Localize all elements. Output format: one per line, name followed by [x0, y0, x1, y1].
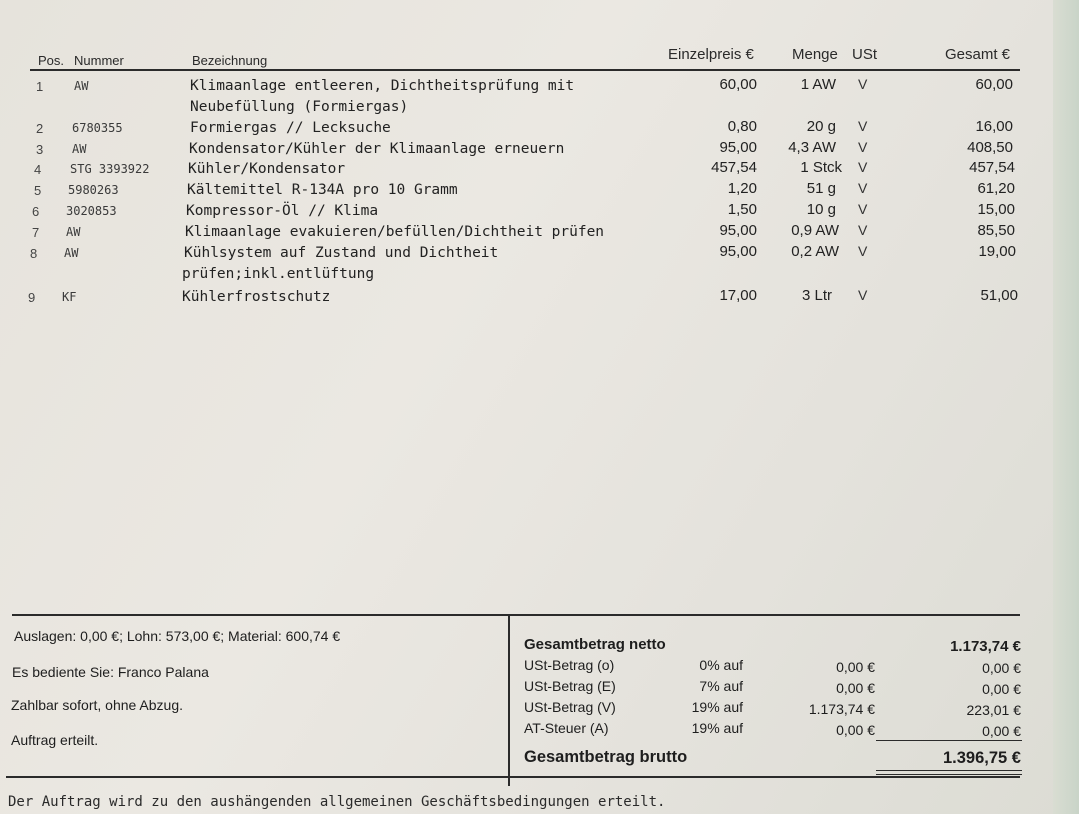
- row-quantity: 51 g: [806, 180, 836, 197]
- table-row: [0, 76, 1079, 115]
- row-total: 60,00: [975, 76, 1013, 93]
- tax-rate: 7% auf: [699, 678, 743, 694]
- tax-amount: 223,01 €: [966, 702, 1021, 718]
- row-vat: V: [858, 180, 868, 196]
- net-total-value: 1.173,74 €: [950, 638, 1021, 655]
- row-unit-price: 95,00: [719, 222, 757, 239]
- row-vat: V: [858, 243, 868, 259]
- gross-double-underline-bottom: [876, 774, 1022, 775]
- header-quantity: Menge: [792, 46, 838, 63]
- row-unit-price: 0,80: [727, 118, 757, 135]
- row-total: 408,50: [967, 139, 1013, 156]
- header-total: Gesamt €: [945, 46, 1011, 63]
- gross-total-label: Gesamtbetrag brutto: [524, 748, 688, 766]
- row-quantity: 1 Stck: [800, 159, 842, 176]
- row-total: 51,00: [980, 287, 1018, 304]
- row-vat: V: [858, 139, 868, 155]
- tax-base: 1.173,74 €: [808, 701, 875, 717]
- table-row: [0, 201, 1079, 222]
- row-pos: 7: [32, 225, 40, 240]
- row-number: 5980263: [68, 183, 119, 197]
- row-quantity: 10 g: [806, 201, 836, 218]
- row-number: AW: [72, 142, 87, 156]
- table-row: [0, 118, 1079, 139]
- row-total: 457,54: [969, 159, 1015, 176]
- header-number: Nummer: [74, 53, 124, 68]
- row-number: 3020853: [66, 204, 117, 218]
- row-total: 19,00: [978, 243, 1016, 260]
- tax-rate: 0% auf: [699, 657, 743, 673]
- row-total: 85,50: [977, 222, 1015, 239]
- row-pos: 4: [34, 162, 42, 177]
- row-description-cont: prüfen;inkl.entlüftung: [182, 266, 375, 282]
- tax-base: 0,00 €: [836, 722, 875, 738]
- row-vat: V: [858, 287, 868, 303]
- row-quantity: 4,3 AW: [788, 139, 836, 156]
- row-number: AW: [74, 79, 89, 93]
- tax-base: 0,00 €: [836, 680, 875, 696]
- row-total: 15,00: [977, 201, 1015, 218]
- row-number: KF: [62, 290, 77, 304]
- table-row: [0, 139, 1079, 160]
- row-number: AW: [64, 246, 79, 260]
- row-description: Kondensator/Kühler der Klimaanlage erneuern: [189, 141, 565, 157]
- tax-label: AT-Steuer (A): [524, 720, 609, 736]
- row-unit-price: 1,20: [727, 180, 757, 197]
- header-description: Bezeichnung: [192, 53, 268, 68]
- row-pos: 5: [34, 183, 42, 198]
- gross-double-underline-top: [876, 770, 1022, 771]
- row-description: Kühler/Kondensator: [188, 161, 346, 177]
- summary-top-divider: [12, 614, 1020, 616]
- row-description-cont: Neubefüllung (Formiergas): [190, 99, 409, 115]
- header-unit-price: Einzelpreis €: [668, 46, 754, 63]
- table-row: [0, 287, 1079, 308]
- row-total: 16,00: [975, 118, 1013, 135]
- row-number: AW: [66, 225, 81, 239]
- row-description: Klimaanlage evakuieren/befüllen/Dichtheit prüfen: [185, 224, 605, 240]
- table-row: [0, 222, 1079, 243]
- row-description: Formiergas // Lecksuche: [190, 120, 391, 136]
- subtotal-underline: [876, 740, 1022, 741]
- row-unit-price: 1,50: [727, 201, 757, 218]
- tax-amount: 0,00 €: [982, 660, 1021, 676]
- row-pos: 9: [28, 290, 36, 305]
- net-total-label: Gesamtbetrag netto: [524, 636, 666, 653]
- row-number: STG 3393922: [70, 162, 150, 176]
- row-quantity: 0,9 AW: [791, 222, 839, 239]
- tax-rate: 19% auf: [691, 699, 743, 715]
- summary-column-divider: [508, 616, 510, 786]
- tax-base: 0,00 €: [836, 659, 875, 675]
- tax-label: USt-Betrag (o): [524, 657, 615, 673]
- table-row: [0, 180, 1079, 201]
- expenses-summary: Auslagen: 0,00 €; Lohn: 573,00 €; Material: 600,74 €: [14, 628, 341, 644]
- row-description: Kompressor-Öl // Klima: [186, 203, 379, 219]
- row-total: 61,20: [977, 180, 1015, 197]
- gross-total-value: 1.396,75 €: [943, 749, 1021, 767]
- row-pos: 1: [36, 79, 44, 94]
- header-vat: USt: [852, 46, 878, 63]
- row-vat: V: [858, 118, 868, 134]
- table-header: [0, 46, 1079, 70]
- row-description: Klimaanlage entleeren, Dichtheitsprüfung mit: [190, 78, 575, 94]
- payment-terms: Zahlbar sofort, ohne Abzug.: [11, 697, 183, 713]
- table-row: [0, 159, 1079, 180]
- row-vat: V: [858, 222, 868, 238]
- row-pos: 2: [36, 121, 44, 136]
- row-quantity: 1 AW: [800, 76, 836, 93]
- row-pos: 6: [32, 204, 40, 219]
- summary-bottom-divider: [6, 776, 1020, 778]
- row-vat: V: [858, 201, 868, 217]
- row-quantity: 3 Ltr: [801, 287, 832, 304]
- row-vat: V: [858, 159, 868, 175]
- served-by: Es bediente Sie: Franco Palana: [12, 664, 209, 680]
- row-quantity: 20 g: [806, 118, 836, 135]
- tax-label: USt-Betrag (V): [524, 699, 616, 715]
- row-description: Kältemittel R-134A pro 10 Gramm: [187, 182, 458, 198]
- terms-note: Der Auftrag wird zu den aushängenden allgemeinen Geschäftsbedingungen erteilt.: [8, 794, 666, 810]
- row-pos: 3: [36, 142, 44, 157]
- row-quantity: 0,2 AW: [791, 243, 839, 260]
- tax-amount: 0,00 €: [982, 723, 1021, 739]
- row-number: 6780355: [72, 121, 123, 135]
- tax-label: USt-Betrag (E): [524, 678, 616, 694]
- order-confirmation: Auftrag erteilt.: [11, 732, 99, 748]
- tax-rate: 19% auf: [691, 720, 743, 736]
- header-pos: Pos.: [38, 53, 65, 68]
- tax-amount: 0,00 €: [982, 681, 1021, 697]
- row-unit-price: 95,00: [719, 139, 757, 156]
- row-unit-price: 60,00: [719, 76, 757, 93]
- row-description: Kühlerfrostschutz: [182, 289, 331, 305]
- row-pos: 8: [30, 246, 38, 261]
- row-description: Kühlsystem auf Zustand und Dichtheit: [184, 245, 499, 261]
- header-divider: [30, 69, 1020, 71]
- row-unit-price: 17,00: [719, 287, 757, 304]
- row-unit-price: 95,00: [719, 243, 757, 260]
- row-vat: V: [858, 76, 868, 92]
- row-unit-price: 457,54: [711, 159, 757, 176]
- table-row: [0, 243, 1079, 282]
